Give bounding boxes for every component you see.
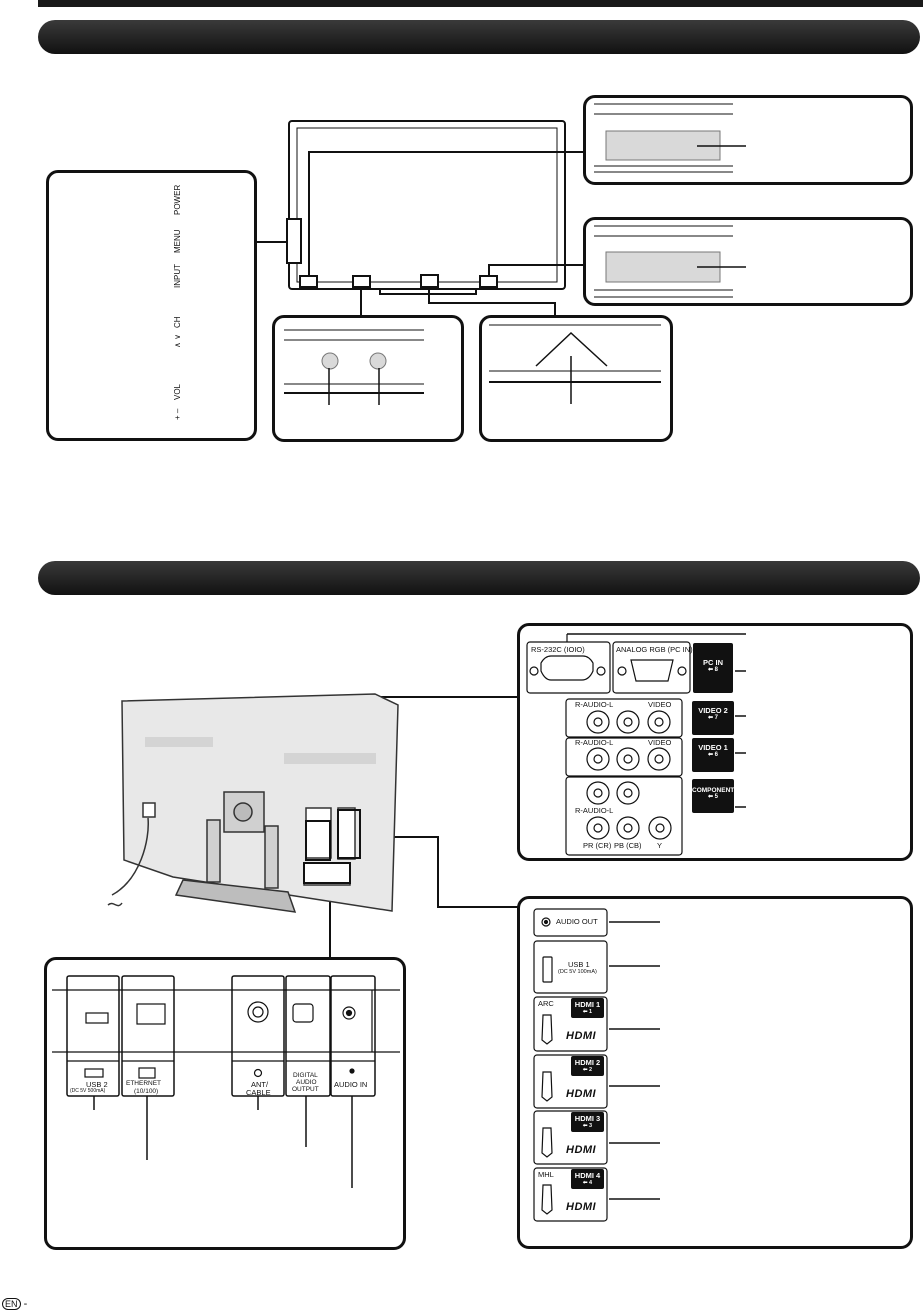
audio-label-video1: R-AUDIO-L <box>575 738 614 747</box>
ethernet-label: ETHERNET <box>126 1080 162 1087</box>
page-footer <box>2 1298 27 1310</box>
power-button-label: POWER <box>173 184 182 215</box>
callout-sensor-top <box>583 95 913 185</box>
cable-label: CABLE <box>246 1088 271 1097</box>
language-badge: EN <box>2 1298 21 1310</box>
input-button-label: INPUT <box>173 264 182 288</box>
side-button-callout <box>287 219 301 263</box>
tv-rear <box>108 694 398 912</box>
mhl-label: MHL <box>538 1170 554 1179</box>
arc-label: ARC <box>538 999 554 1008</box>
video2-badge: VIDEO 2 ⬅ 7 <box>692 701 734 735</box>
rs232c-label: RS-232C (IOIO) <box>531 645 585 654</box>
audio-out-label: AUDIO OUT <box>556 917 598 926</box>
vol-button-label: VOL <box>173 383 182 400</box>
menu-button-label: MENU <box>173 229 182 253</box>
digital-label: DIGITAL <box>293 1072 318 1079</box>
bottom-terminal-panel <box>44 957 406 1250</box>
side-buttons-panel <box>46 170 257 441</box>
audio-label-video2: R-AUDIO-L <box>575 700 614 709</box>
audio-in-label: AUDIO IN <box>334 1080 368 1089</box>
hdmi-logo: HDMI <box>566 1088 597 1100</box>
hdmi-logo: HDMI <box>566 1201 597 1213</box>
hdmi3-badge: HDMI 3 ⬅ 3 <box>571 1112 604 1132</box>
footer-dash: - <box>23 1298 28 1310</box>
callout-indicator <box>479 315 673 442</box>
hdmi-logo: HDMI <box>566 1144 597 1156</box>
usb2-spec-label: (DC 5V 500mA) <box>70 1088 106 1094</box>
video-label-video2: VIDEO <box>648 700 672 709</box>
analog-rgb-label: ANALOG RGB (PC IN) <box>616 645 693 654</box>
audio-label: AUDIO <box>296 1079 317 1086</box>
ch-button-label: CH <box>173 316 182 328</box>
usb1-label: USB 1 <box>568 960 590 969</box>
hdmi4-badge: HDMI 4 ⬅ 4 <box>571 1169 604 1189</box>
video1-badge: VIDEO 1 ⬅ 6 <box>692 738 734 772</box>
tv-front <box>289 121 565 294</box>
callout-sensors-bottom <box>272 315 464 442</box>
ant-label: ANT/ <box>251 1080 269 1089</box>
pc-in-badge: PC IN ⬅ 8 <box>693 643 733 693</box>
component-badge: COMPONENT ⬅ 5 <box>692 779 734 813</box>
usb1-spec-label: (DC 5V 100mA) <box>558 969 597 975</box>
usb2-label: USB 2 <box>86 1080 108 1089</box>
vol-plusminus-icon: + – <box>173 408 182 420</box>
output-label: OUTPUT <box>292 1086 319 1093</box>
hdmi1-badge: HDMI 1 ⬅ 1 <box>571 998 604 1018</box>
video-label-video1: VIDEO <box>648 738 672 747</box>
ethernet-spec-label: (10/100) <box>134 1088 159 1095</box>
callout-sensor-right <box>583 217 913 306</box>
pr-label: PR (CR) <box>583 841 612 850</box>
y-label: Y <box>657 841 663 850</box>
pb-label: PB (CB) <box>614 841 642 850</box>
hdmi-logo: HDMI <box>566 1030 597 1042</box>
audio-label-component: R-AUDIO-L <box>575 806 614 815</box>
hdmi2-badge: HDMI 2 ⬅ 2 <box>571 1056 604 1076</box>
ch-arrows-icon: ∧ ∨ <box>173 334 182 348</box>
